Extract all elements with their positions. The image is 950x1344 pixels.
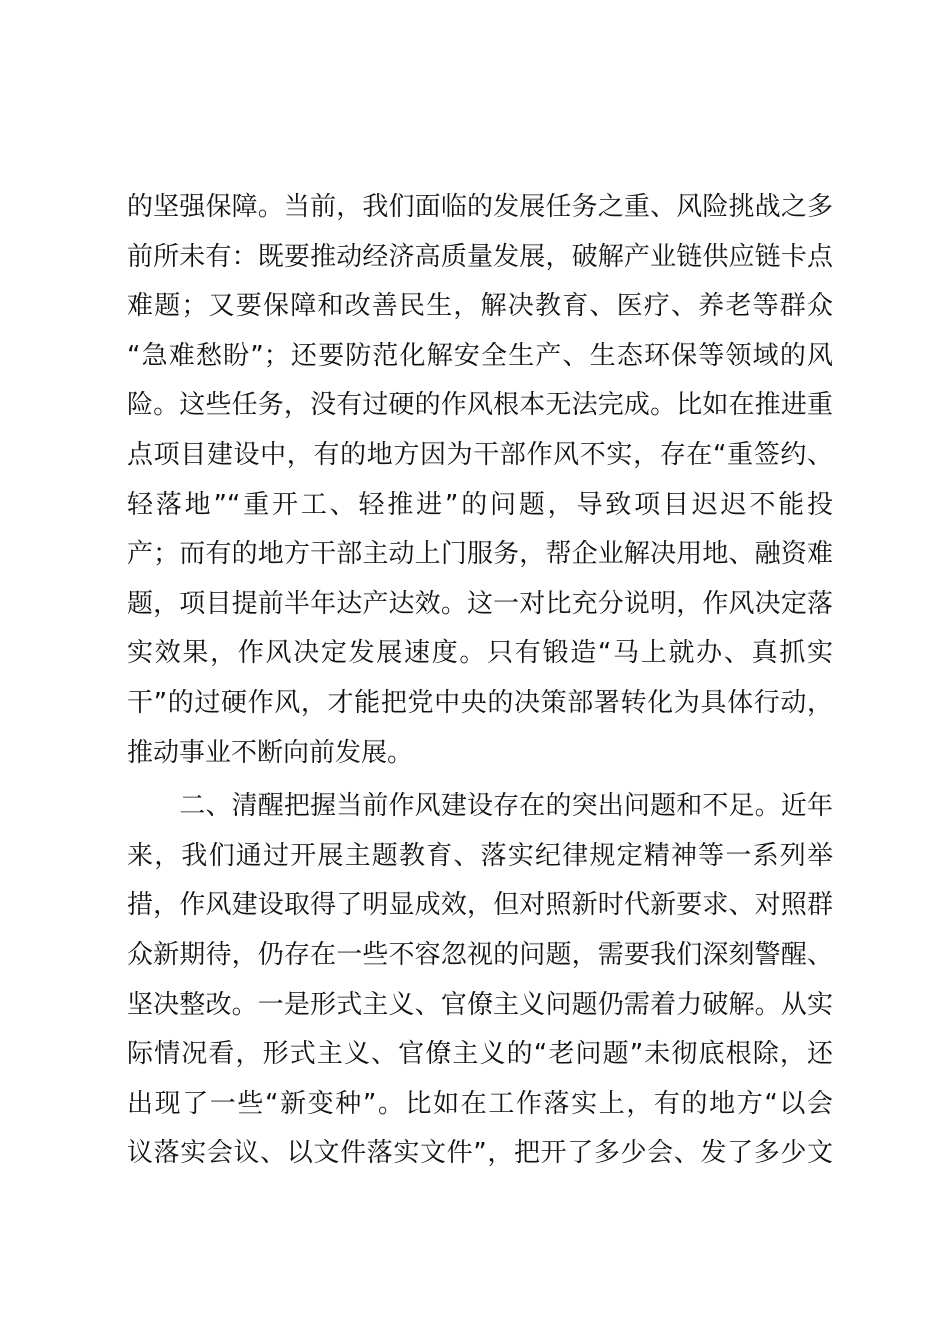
text-line: 出现了一些“新变种”。比如在工作落实上，有的地方“以会 bbox=[127, 1088, 833, 1119]
paragraph-1 bbox=[127, 186, 833, 781]
text-line: 二、清醒把握当前作风建设存在的突出问题和不足。近年 bbox=[127, 791, 833, 822]
paragraph-2 bbox=[127, 785, 833, 1182]
text-line: 推动事业不断向前发展。 bbox=[127, 737, 414, 768]
text-line: 实效果，作风决定发展速度。只有锻造“马上就办、真抓实 bbox=[127, 638, 833, 669]
text-line: “急难愁盼”；还要防范化解安全生产、生态环保等领域的风 bbox=[127, 340, 833, 371]
text-line: 难题；又要保障和改善民生，解决教育、医疗、养老等群众 bbox=[127, 291, 833, 322]
text-line: 际情况看，形式主义、官僚主义的“老问题”未彻底根除，还 bbox=[127, 1039, 833, 1070]
text-line: 来，我们通过开展主题教育、落实纪律规定精神等一系列举 bbox=[127, 840, 833, 871]
text-line: 众新期待，仍存在一些不容忽视的问题，需要我们深刻警醒、 bbox=[127, 939, 833, 970]
text-line: 坚决整改。一是形式主义、官僚主义问题仍需着力破解。从实 bbox=[127, 989, 833, 1020]
text-line: 题，项目提前半年达产达效。这一对比充分说明，作风决定落 bbox=[127, 588, 833, 619]
document-page bbox=[127, 186, 833, 1182]
text-line: 险。这些任务，没有过硬的作风根本无法完成。比如在推进重 bbox=[127, 390, 833, 421]
text-line: 的坚强保障。当前，我们面临的发展任务之重、风险挑战之多 bbox=[127, 192, 833, 222]
text-line: 点项目建设中，有的地方因为干部作风不实，存在“重签约、 bbox=[127, 439, 833, 470]
text-line: 轻落地”“重开工、轻推进”的问题，导致项目迟迟不能投 bbox=[127, 489, 833, 520]
text-line: 产；而有的地方干部主动上门服务，帮企业解决用地、融资难 bbox=[127, 539, 833, 570]
text-line: 前所未有：既要推动经济高质量发展，破解产业链供应链卡点 bbox=[127, 241, 833, 272]
text-line: 干”的过硬作风，才能把党中央的决策部署转化为具体行动， bbox=[127, 687, 833, 718]
text-line: 议落实会议、以文件落实文件”，把开了多少会、发了多少文 bbox=[127, 1138, 833, 1169]
text-line: 措，作风建设取得了明显成效，但对照新时代新要求、对照群 bbox=[127, 890, 833, 921]
